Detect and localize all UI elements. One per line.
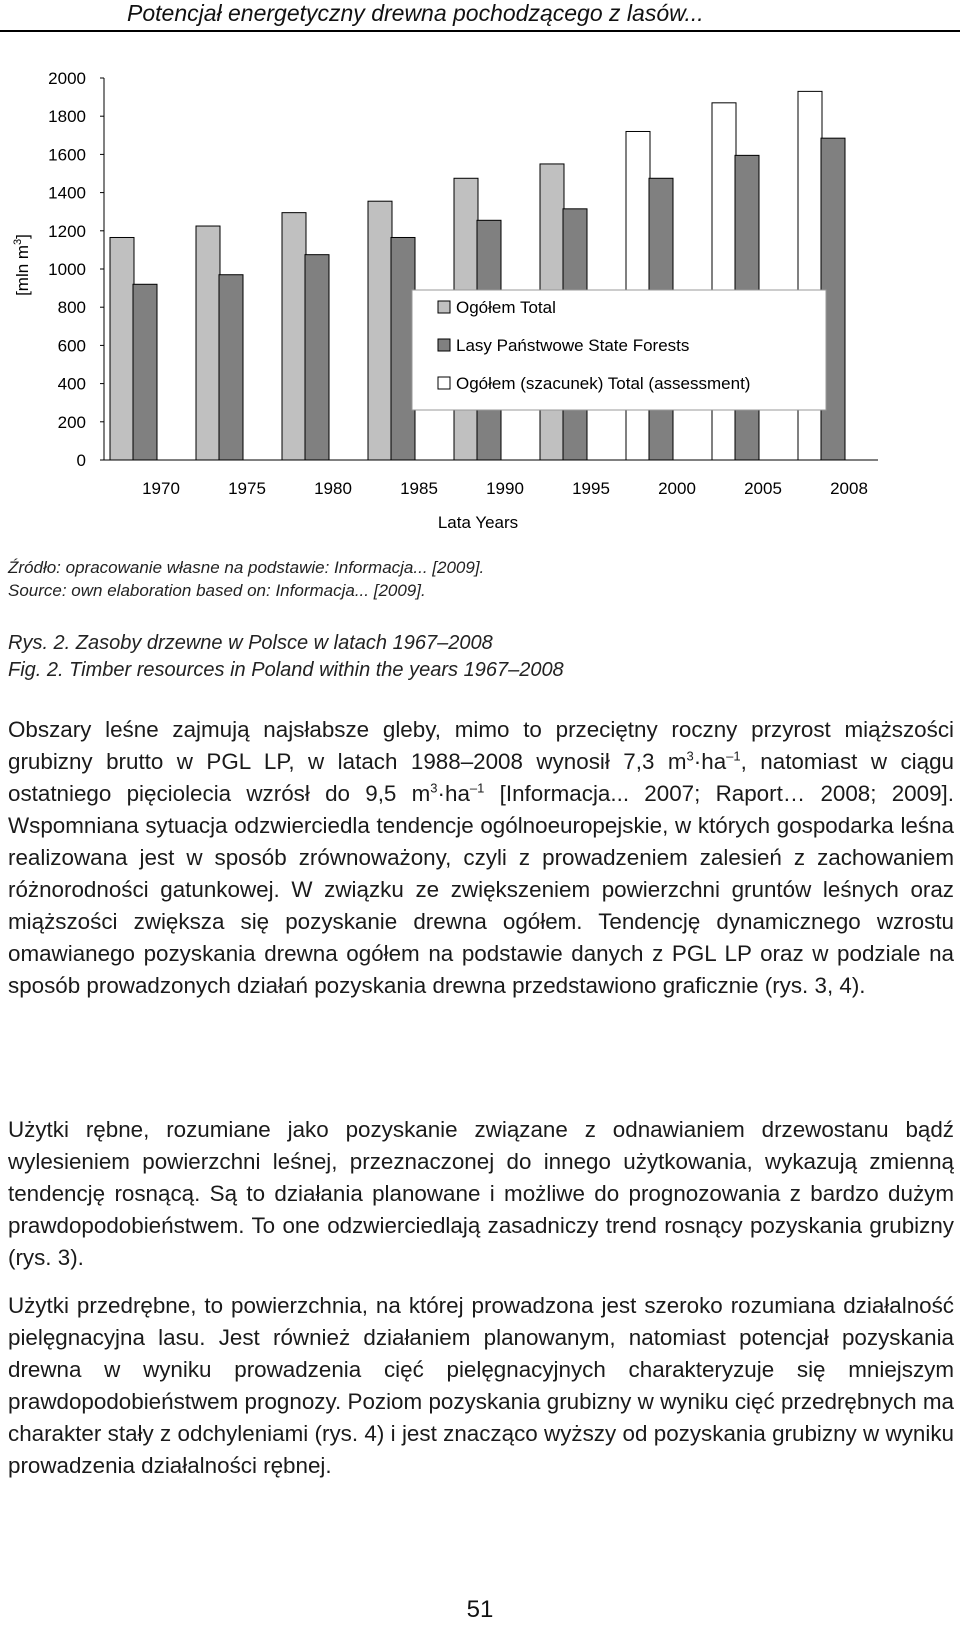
x-tick-label: 1970 [142, 479, 180, 498]
paragraph-1: Obszary leśne zajmują najsłabsze gleby, mimo to przeciętny roczny przyrost miąższości grubizny brutto w PGL LP, w latach 1988–2008 wynosił 7,3 $m^3\cdot ha^{-1}$, natomiast w ciągu ostatniego pięciolecia wzrósł do 9,5 $m^3\cdot ha^{-1}$ [Informacja... 2007; Raport… 2008; 2009]. Wspomniana sytuacja odzwierciedla tendencje ogólnoeuropejskie, w których gospodarka leśna realizowana jest w sposób zrównoważony, czyli z prowadzeniem zalesień z zachowaniem różnorodności gatunkowej. W związku ze zwiększeniem powierzchni gruntów leśnych oraz miąższości zwiększa się pozyskanie drewna ogółem. Tendencję dynamicznego wzrostu omawianego pozyskania drewna ogółem na podstawie danych z PGL LP oraz w podziale na sposób prowadzonych działań pozyskania drewna przedstawiono graficznie (rys. 3, 4). [8, 717, 954, 998]
bar [196, 226, 220, 460]
x-tick-label: 1975 [228, 479, 266, 498]
bar [305, 255, 329, 460]
legend-swatch [438, 377, 450, 389]
y-tick-label: 800 [57, 298, 86, 318]
y-tick-label: 1800 [48, 107, 86, 127]
page-number: 51 [466, 1596, 494, 1623]
bar [282, 213, 306, 460]
running-head [0, 0, 960, 32]
figure-source-en: Source: own elaboration based on: Informacja... [2009]. [8, 581, 426, 600]
x-axis-label: Lata Years [437, 513, 519, 532]
paragraph-2: Użytki rębne, rozumiane jako pozyskanie związane z odnawianiem drzewostanu bądź wylesieniem powierzchni leśnej, przeznaczonej do innego użytkowania, wykazują zmienną tendencję rosnącą. Są to działania planowane i możliwe do prognozowania z bardzo dużym prawdopodobieństwem. To one odzwierciedlają zasadniczy trend rosnący pozyskania grubizny (rys. 3). [8, 1117, 954, 1270]
x-tick-label: 2000 [658, 479, 696, 498]
legend-label: Lasy Państwowe State Forests [456, 336, 690, 355]
y-tick-label: 1400 [48, 183, 86, 203]
figure-title-pl: Rys. 2. Zasoby drzewne w Polsce w latach 1967–2008 [8, 632, 493, 654]
y-tick-label: 0 [76, 451, 86, 470]
paragraph-3: Użytki przedrębne, to powierzchnia, na której prowadzona jest szeroko rozumiana działalność pielęgnacyjna lasu. Jest również działaniem planowanym, natomiast potencjał pozyskania drewna w wyniku prowadzenia cięć pielęgnacyjnych charakteryzuje się mniejszym prawdopodobieństwem prognozy. Poziom pozyskania grubizny w wyniku cięć przedrębnych ma charakter stały z odchyleniami (rys. 4) i jest znacząco wyższy od pozyskania grubizny w wyniku prowadzenia działalności rębnej. [8, 1293, 954, 1478]
y-tick-label: 2000 [48, 69, 86, 88]
timber-resources-chart [0, 60, 960, 540]
figure-source-pl: Źródło: opracowanie własne na podstawie: Informacja... [2009]. [8, 558, 485, 577]
bar [133, 284, 157, 460]
legend-swatch [438, 339, 450, 351]
x-tick-label: 2008 [830, 479, 868, 498]
legend-label: Ogółem Total [456, 298, 556, 317]
y-tick-label: 1200 [48, 221, 86, 241]
bar [219, 275, 243, 460]
y-axis-label: [mln $m^3$] [12, 234, 32, 296]
legend-label: Ogółem (szacunek) Total (assessment) [456, 374, 751, 393]
y-tick-label: 1000 [48, 260, 86, 279]
figure-title-en: Fig. 2. Timber resources in Poland within the years 1967–2008 [8, 659, 564, 681]
x-tick-label: 1985 [400, 479, 438, 498]
x-tick-label: 1995 [572, 479, 610, 498]
bar [110, 237, 134, 460]
y-tick-label: 400 [57, 374, 86, 394]
y-tick-label: 200 [57, 412, 86, 432]
bar [391, 237, 415, 460]
chart-legend [412, 290, 826, 410]
x-tick-label: 2005 [744, 479, 782, 498]
x-tick-label: 1980 [314, 479, 352, 498]
bar [368, 201, 392, 460]
legend-swatch [438, 301, 450, 313]
y-tick-label: 600 [57, 336, 86, 356]
running-head-title: Potencjał energetyczny drewna pochodzącego z lasów... [127, 0, 704, 26]
x-tick-label: 1990 [486, 479, 524, 498]
y-tick-label: 1600 [48, 145, 86, 165]
